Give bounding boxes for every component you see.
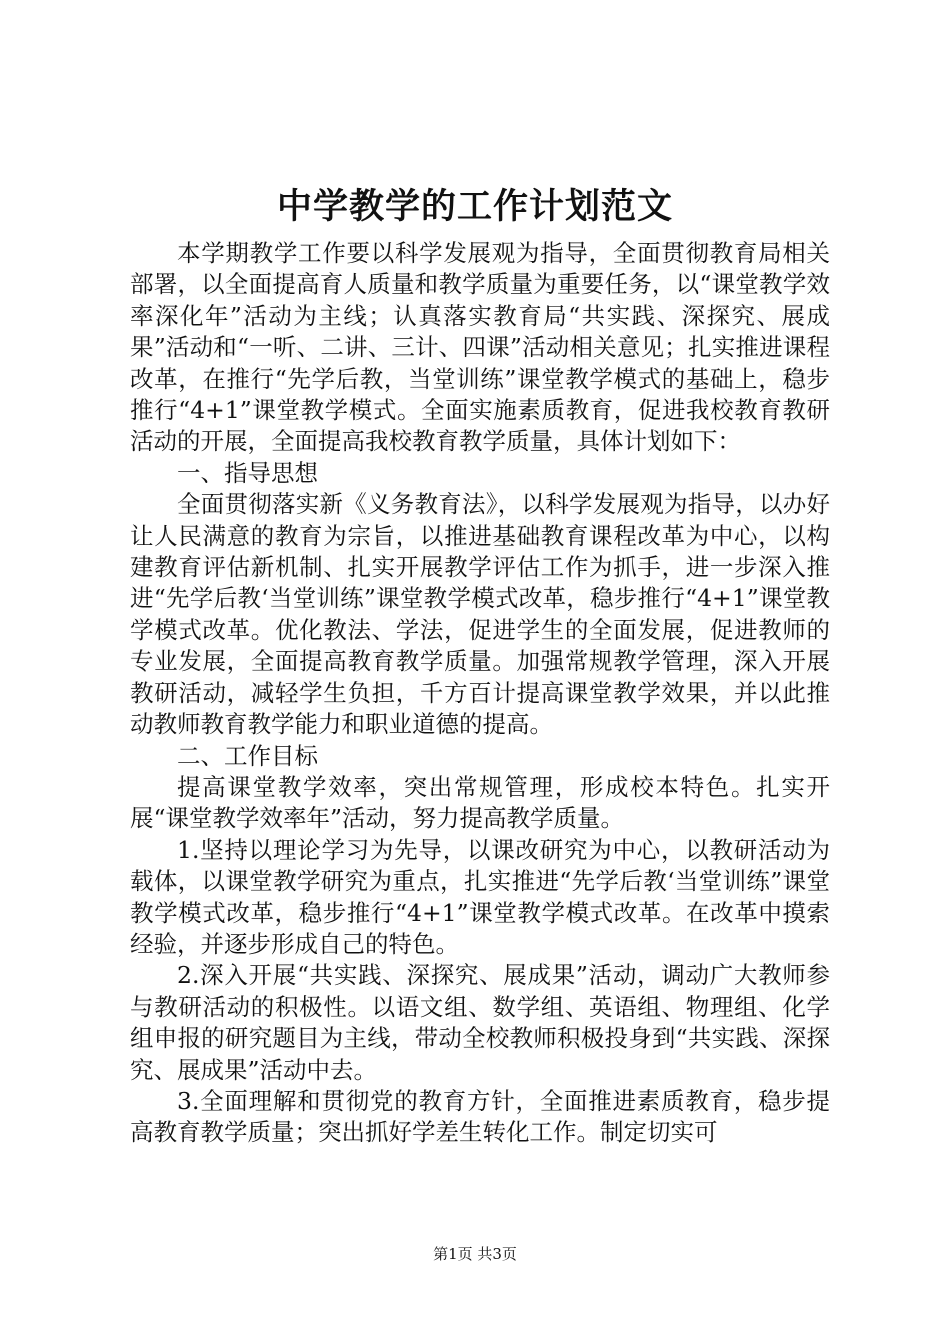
goal-item-2: 2.深入开展“共实践、深探究、展成果”活动，调动广大教师参与教研活动的积极性。以语文组、数学组、英语组、物理组、化学组申报的研究题目为主线，带动全校教师积极投身到“共实践、深探究、展成果”活动中去。 (130, 961, 830, 1084)
section-heading-guiding-ideology: 一、指导思想 (177, 458, 318, 487)
document-body (130, 238, 830, 1149)
goal-item-1: 1.坚持以理论学习为先导，以课改研究为中心，以教研活动为载体，以课堂教学研究为重点，扎实推进“先学后教‘当堂训练”课堂教学模式改革，稳步推行“4+1”课堂教学模式改革。在改革中摸索经验，并逐步形成自己的特色。 (130, 835, 830, 958)
document-title: 中学教学的工作计划范文 (276, 186, 673, 227)
section-heading-work-goals: 二、工作目标 (177, 741, 318, 770)
intro-paragraph: 本学期教学工作要以科学发展观为指导，全面贯彻教育局相关部署，以全面提高育人质量和教学质量为重要任务，以“课堂教学效率深化年”活动为主线；认真落实教育局“共实践、深探究、展成果”活动和“一听、二讲、三计、四课”活动相关意见；扎实推进课程改革，在推行“先学后教，当堂训练”课堂教学模式的基础上，稳步推行“4+1”课堂教学模式。全面实施素质教育，促进我校教育教研活动的开展，全面提高我校教育教学质量，具体计划如下： (130, 239, 830, 456)
page-number-footer: 第1页 共3页 (433, 1245, 517, 1263)
goal-item-3: 3.全面理解和贯彻党的教育方针，全面推进素质教育，稳步提高教育教学质量；突出抓好学差生转化工作。制定切实可 (130, 1086, 830, 1147)
guiding-ideology-paragraph: 全面贯彻落实新《义务教育法》，以科学发展观为指导，以办好让人民满意的教育为宗旨，以推进基础教育课程改革为中心，以构建教育评估新机制、扎实开展教学评估工作为抓手，进一步深入推进“先学后教‘当堂训练”课堂教学模式改革，稳步推行“4+1”课堂教学模式改革。优化教法、学法，促进学生的全面发展，促进教师的专业发展，全面提高教育教学质量。加强常规教学管理，深入开展教研活动，减轻学生负担，千方百计提高课堂教学效果，并以此推动教师教育教学能力和职业道德的提高。 (130, 490, 830, 739)
work-goals-paragraph: 提高课堂教学效率，突出常规管理，形成校本特色。扎实开展“课堂教学效率年”活动，努力提高教学质量。 (130, 772, 830, 833)
